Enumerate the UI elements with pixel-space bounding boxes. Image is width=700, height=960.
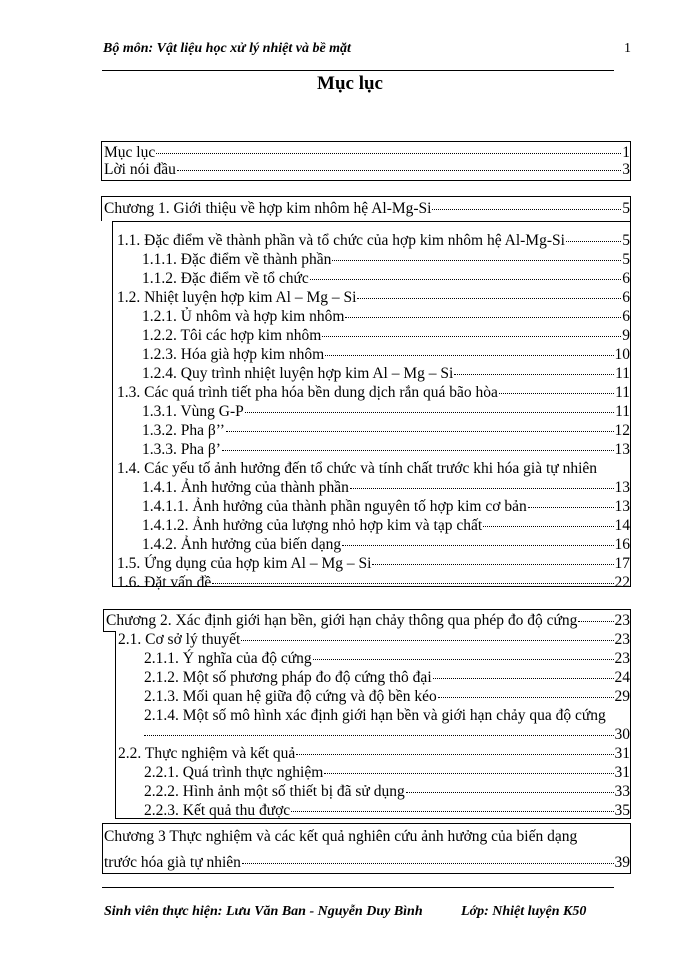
toc-leader xyxy=(245,399,614,413)
toc-leader xyxy=(144,722,614,736)
toc-entry-page: 9 xyxy=(622,327,630,345)
toc-entry-page: 17 xyxy=(614,555,630,573)
toc-entry-page: 23 xyxy=(614,631,630,649)
toc-entry-page: 6 xyxy=(622,289,630,307)
toc-leader xyxy=(350,475,614,489)
toc-leader xyxy=(406,779,614,793)
toc-leader xyxy=(324,760,613,774)
toc-leader xyxy=(242,850,614,864)
toc-entry-text: 1.5. Ứng dụng của hợp kim Al – Mg – Si xyxy=(117,555,372,573)
toc-entry-page: 1 xyxy=(622,144,630,162)
footer-rule xyxy=(102,887,614,888)
chapter3-box-left xyxy=(102,823,103,873)
toc-leader xyxy=(222,437,614,451)
toc-entry-text: 2.2.3. Kết quả thu được xyxy=(144,802,291,820)
chapter1-inner-top xyxy=(112,221,631,222)
toc-entry-text: 1.4.1. Ảnh hưởng của thành phần xyxy=(142,479,349,497)
toc-entry-text: 2.2.1. Quá trình thực nghiệm xyxy=(144,764,324,782)
toc-entry-page: 24 xyxy=(614,669,630,687)
toc-entry-text: 1.4.1.1. Ảnh hưởng của thành phần nguyên tố hợp kim cơ bản xyxy=(142,498,527,516)
footer-students: Sinh viên thực hiện: Lưu Văn Ban - Nguyễn Duy Bình xyxy=(104,904,423,919)
toc-entry-page: 5 xyxy=(622,232,630,250)
toc-entry-page: 33 xyxy=(614,783,630,801)
toc-entry-text: 1.4. Các yếu tố ảnh hưởng đến tổ chức và tính chất trước khi hóa già tự nhiên xyxy=(117,460,598,477)
chapter2-box-top xyxy=(103,609,631,610)
toc-entry-page: 13 xyxy=(614,479,630,497)
chapter3-box-right xyxy=(630,823,631,873)
toc-leader xyxy=(566,228,621,242)
toc-entry-chuong-3-cont[interactable] xyxy=(104,853,630,873)
toc-entry-text: 2.2.2. Hình ảnh một số thiết bị đã sử dụng xyxy=(144,783,405,801)
toc-entry-loi-noi-dau[interactable] xyxy=(104,160,630,180)
toc-entry-chuong-3[interactable] xyxy=(104,827,630,847)
chapter1-box-right xyxy=(630,196,631,221)
toc-entry-chuong-1[interactable] xyxy=(104,199,630,219)
toc-entry-page: 13 xyxy=(614,441,630,459)
toc-entry-text: Mục lục xyxy=(104,144,156,162)
toc-box-left xyxy=(101,141,102,180)
toc-leader xyxy=(212,570,613,584)
toc-entry-page: 11 xyxy=(615,403,630,421)
toc-leader xyxy=(345,304,621,318)
toc-entry-text: 1.1.2. Đặc điểm về tổ chức xyxy=(142,270,309,288)
toc-leader xyxy=(372,551,613,565)
toc-entry-text: 1.6. Đặt vấn đề xyxy=(117,574,212,592)
toc-entry-page: 22 xyxy=(614,574,630,592)
toc-entry-text: Chương 3 Thực nghiệm và các kết quả nghiên cứu ảnh hưởng của biến dạng xyxy=(104,828,578,845)
toc-entry-page: 6 xyxy=(622,270,630,288)
toc-entry-text: 1.4.1.2. Ảnh hưởng của lượng nhỏ hợp kim và tạp chất xyxy=(142,517,483,535)
toc-leader xyxy=(332,247,621,261)
toc-entry-1-6[interactable] xyxy=(117,573,630,593)
toc-entry-text: 2.1.2. Một số phương pháp đo độ cứng thô đại xyxy=(144,669,432,687)
toc-leader xyxy=(357,285,621,299)
toc-leader xyxy=(499,380,614,394)
toc-entry-page: 35 xyxy=(614,802,630,820)
toc-leader xyxy=(528,494,614,508)
toc-entry-page: 30 xyxy=(614,726,630,744)
toc-box-right xyxy=(630,141,631,180)
toc-entry-1-3-3[interactable] xyxy=(142,440,630,460)
chapter1-box-left xyxy=(101,196,102,221)
toc-leader xyxy=(342,532,613,546)
toc-entry-text: 2.1. Cơ sở lý thuyết xyxy=(118,631,241,649)
chapter1-inner-right xyxy=(630,221,631,586)
chapter3-box-top xyxy=(102,823,631,824)
toc-entry-page: 23 xyxy=(614,650,630,668)
toc-leader xyxy=(433,665,614,679)
toc-entry-page: 16 xyxy=(614,536,630,554)
toc-leader xyxy=(156,140,621,154)
toc-leader xyxy=(432,196,621,210)
toc-leader xyxy=(325,342,613,356)
toc-entry-text: 2.1.1. Ý nghĩa của độ cứng xyxy=(144,650,312,668)
toc-leader xyxy=(322,323,621,337)
toc-entry-text: 1.2.3. Hóa già hợp kim nhôm xyxy=(142,346,325,364)
toc-entry-text: Lời nói đầu xyxy=(104,161,176,179)
toc-entry-text: 1.2.4. Quy trình nhiệt luyện hợp kim Al – Mg – Si xyxy=(142,365,454,383)
toc-entry-text: 1.3.1. Vùng G-P xyxy=(142,403,244,421)
toc-entry-text: 2.1.3. Mối quan hệ giữa độ cứng và độ bền kéo xyxy=(144,688,437,706)
toc-entry-page: 31 xyxy=(614,764,630,782)
toc-entry-text: 1.2.1. Ủ nhôm và hợp kim nhôm xyxy=(142,308,345,326)
chapter2-box-right xyxy=(630,609,631,818)
toc-entry-text: trước hóa già tự nhiên xyxy=(104,854,241,872)
toc-entry-text: 1.2.2. Tôi các hợp kim nhôm xyxy=(142,327,322,345)
header-rule xyxy=(102,70,614,71)
toc-entry-text: Chương 2. Xác định giới hạn bền, giới hạn chảy thông qua phép đo độ cứng xyxy=(106,612,578,630)
chapter1-inner-left xyxy=(112,221,113,586)
toc-entry-page: 23 xyxy=(614,612,630,630)
toc-entry-text: 2.2. Thực nghiệm và kết quả xyxy=(118,745,296,763)
header-page-number: 1 xyxy=(624,41,631,56)
toc-leader xyxy=(438,684,614,698)
toc-entry-text: Chương 1. Giới thiệu về hợp kim nhôm hệ Al-Mg-Si xyxy=(104,200,432,218)
toc-leader xyxy=(241,627,613,641)
chapter2-inner-left xyxy=(115,631,116,818)
toc-leader xyxy=(483,513,613,527)
toc-entry-page: 6 xyxy=(622,308,630,326)
toc-entry-page: 29 xyxy=(614,688,630,706)
page-title: Mục lục xyxy=(317,73,383,94)
toc-entry-page: 5 xyxy=(622,200,630,218)
toc-entry-text: 1.4.2. Ảnh hưởng của biến dạng xyxy=(142,536,342,554)
toc-entry-page: 31 xyxy=(614,745,630,763)
toc-entry-page: 39 xyxy=(614,854,630,872)
toc-leader xyxy=(578,608,613,622)
footer-class: Lớp: Nhiệt luyện K50 xyxy=(461,904,587,919)
toc-entry-page: 10 xyxy=(614,346,630,364)
toc-entry-2-2-3[interactable] xyxy=(144,801,630,821)
toc-leader xyxy=(454,361,614,375)
toc-entry-page: 14 xyxy=(614,517,630,535)
toc-entry-page: 11 xyxy=(615,365,630,383)
toc-leader xyxy=(296,741,613,755)
toc-entry-page: 11 xyxy=(615,384,630,402)
toc-entry-text: 1.3.2. Pha β’’ xyxy=(142,422,225,440)
toc-leader xyxy=(291,798,613,812)
toc-leader xyxy=(226,418,614,432)
toc-entry-text: 1.1.1. Đặc điểm về thành phần xyxy=(142,251,332,269)
toc-entry-text: 2.1.4. Một số mô hình xác định giới hạn bền và giới hạn chảy qua độ cứng xyxy=(144,707,606,724)
toc-entry-text: 1.1. Đặc điểm về thành phần và tổ chức của hợp kim nhôm hệ Al-Mg-Si xyxy=(117,232,565,250)
toc-leader xyxy=(313,646,614,660)
toc-entry-page: 12 xyxy=(614,422,630,440)
toc-entry-page: 13 xyxy=(614,498,630,516)
toc-leader xyxy=(177,157,621,171)
toc-entry-text: 1.2. Nhiệt luyện hợp kim Al – Mg – Si xyxy=(117,289,357,307)
toc-entry-page: 3 xyxy=(622,161,630,179)
header-department: Bộ môn: Vật liệu học xử lý nhiệt và bề mặt xyxy=(103,41,351,56)
chapter2-box-left xyxy=(103,609,104,631)
toc-leader xyxy=(310,266,621,280)
toc-entry-page: 5 xyxy=(622,251,630,269)
toc-entry-text: 1.3.3. Pha β’ xyxy=(142,441,221,459)
toc-entry-2-1-3[interactable] xyxy=(144,687,630,707)
toc-entry-text: 1.3. Các quá trình tiết pha hóa bền dung dịch rắn quá bão hòa xyxy=(117,384,498,402)
